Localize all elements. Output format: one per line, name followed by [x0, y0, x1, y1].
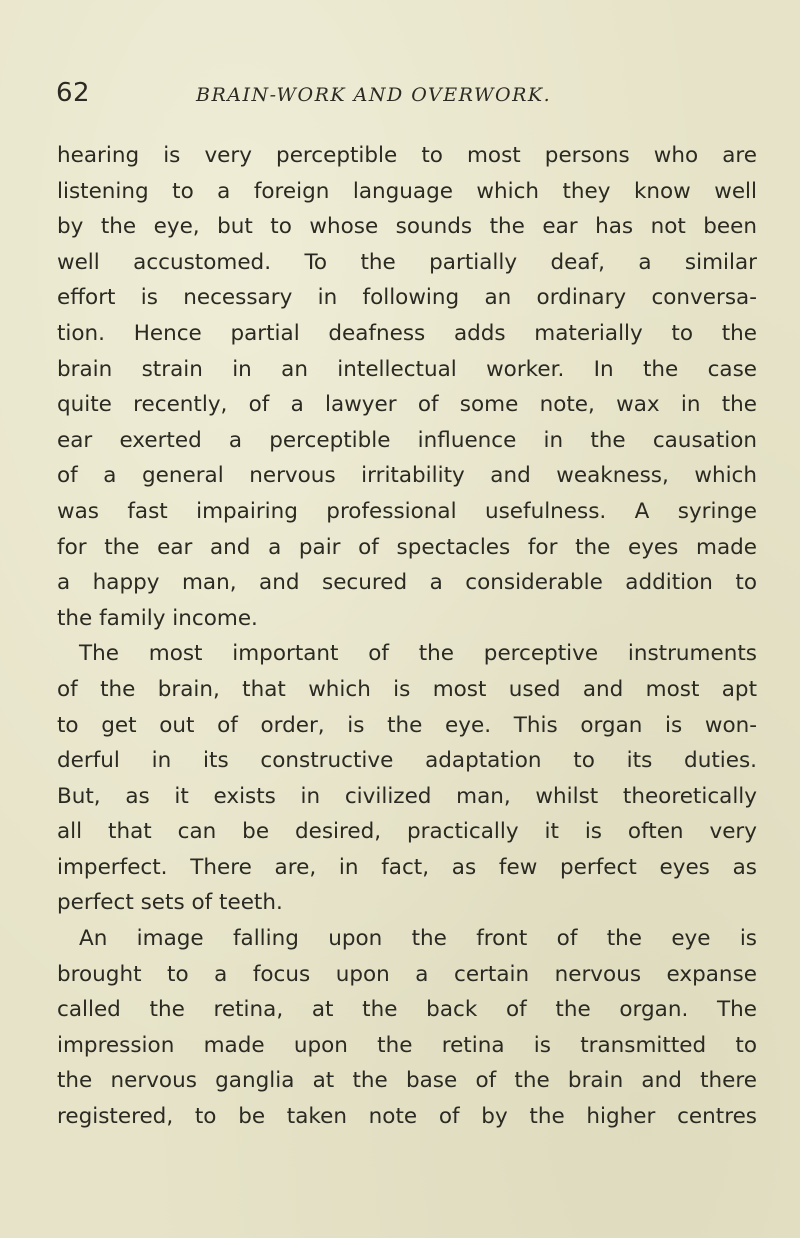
text-line: ear exerted a perceptible influence in the causation: [57, 427, 757, 453]
text-line: well accustomed. To the partially deaf, a similar: [57, 249, 757, 275]
text-line: to get out of order, is the eye. This organ is won-: [57, 712, 757, 738]
text-line: called the retina, at the back of the organ. The: [57, 997, 757, 1023]
text-line: impression made upon the retina is transmitted to: [57, 1032, 757, 1058]
text-line: hearing is very perceptible to most persons who are: [57, 143, 757, 168]
text-line: of the brain, that which is most used and most apt: [57, 676, 757, 702]
text-line: the family income.: [57, 605, 258, 631]
running-header: [46, 76, 746, 116]
text-line: for the ear and a pair of spectacles for the eyes made: [57, 534, 757, 560]
page-number: 62: [56, 78, 91, 108]
running-title: BRAIN-WORK AND OVERWORK.: [196, 84, 552, 106]
text-line: effort is necessary in following an ordinary conversa-: [57, 285, 757, 311]
text-line: An image falling upon the front of the eye is: [79, 926, 757, 952]
text-line: all that can be desired, practically it is often very: [57, 819, 757, 845]
text-line: derful in its constructive adaptation to its duties.: [57, 748, 757, 774]
text-line: of a general nervous irritability and weakness, which: [57, 463, 757, 489]
text-line: by the eye, but to whose sounds the ear has not been: [57, 214, 757, 240]
text-line: listening to a foreign language which they know well: [57, 178, 757, 204]
text-line: perfect sets of teeth.: [57, 890, 283, 916]
text-line: was fast impairing professional usefulness. A syringe: [57, 498, 757, 524]
text-line: imperfect. There are, in fact, as few perfect eyes as: [57, 854, 757, 880]
text-line: The most important of the perceptive instruments: [79, 641, 757, 667]
text-line: brought to a focus upon a certain nervous expanse: [57, 961, 757, 987]
text-line: a happy man, and secured a considerable addition to: [57, 570, 757, 596]
body-text: [57, 138, 757, 1135]
text-line: quite recently, of a lawyer of some note, wax in the: [57, 392, 757, 418]
text-line: registered, to be taken note of by the higher centres: [57, 1104, 757, 1130]
text-line: But, as it exists in civilized man, whilst theoretically: [57, 783, 757, 809]
text-line: tion. Hence partial deafness adds materially to the: [57, 320, 757, 346]
text-line: brain strain in an intellectual worker. In the case: [57, 356, 757, 382]
text-line: the nervous ganglia at the base of the brain and there: [57, 1068, 757, 1094]
